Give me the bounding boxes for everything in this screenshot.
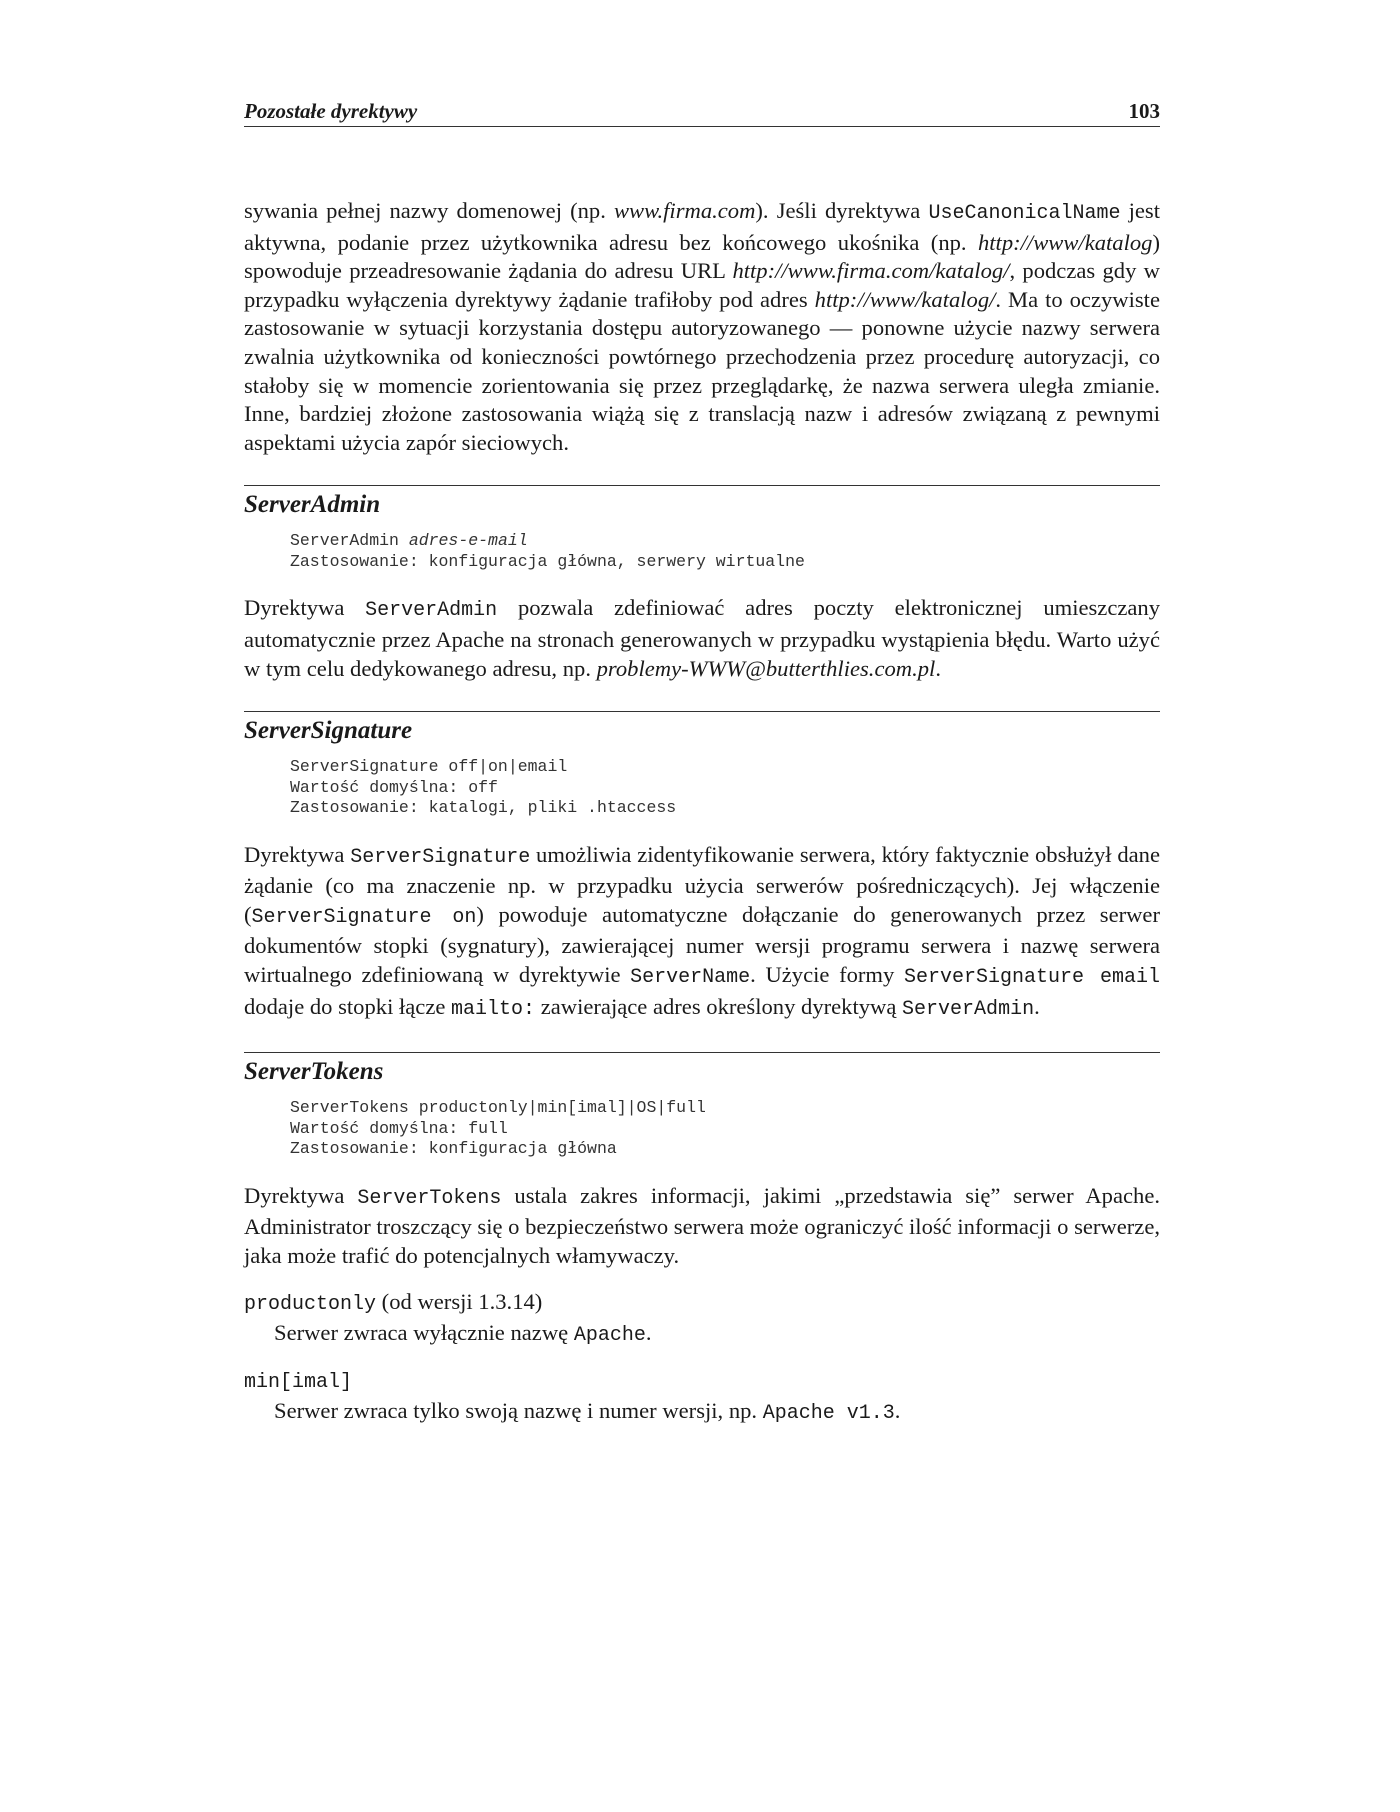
code-inline: Apache v1.3 [762,1402,895,1426]
syntax-block [290,531,1160,572]
code-inline: mailto: [451,997,536,1021]
text-run: ). Jeśli dyrektywa [755,198,929,223]
running-header [244,94,1160,127]
text-run: . [894,1398,901,1424]
definition-description [274,1319,1160,1350]
running-title: Pozostałe dyrektywy [244,99,418,123]
url-text: http://www/katalog/ [814,286,996,312]
text-run: ) spowoduje przeadresowanie żądania do adresu URL [244,229,1160,284]
text-run: . [645,1320,652,1346]
section-serversignature [244,711,1160,1024]
url-text: www.firma.com [613,198,756,223]
text-run: Dyrektywa [244,1182,358,1208]
page-number: 103 [1128,99,1160,123]
text-run: dodaje do stopki łącze [244,993,452,1019]
code-inline: UseCanonicalName [928,202,1121,225]
syntax-line: Zastosowanie: katalogi, pliki .htaccess [290,798,677,818]
syntax-line: ServerSignature off|on|email [290,757,568,777]
section-heading: ServerTokens [244,1058,384,1086]
definition-term [244,1288,1160,1319]
text-run: Serwer zwraca wyłącznie nazwę [274,1320,574,1346]
text-run: . [1034,993,1040,1019]
code-inline: ServerAdmin [365,599,498,623]
section-description [244,841,1160,1025]
syntax-block [290,757,1160,819]
term-note: (od wersji 1.3.14) [376,1289,543,1315]
code-inline: Apache [573,1324,646,1348]
intro-paragraph [244,197,1160,457]
syntax-command: ServerAdmin [290,531,409,551]
text-run: Dyrektywa [244,841,351,867]
section-servertokens [244,1052,1160,1428]
code-inline: ServerSignature on [251,905,477,929]
text-run: Serwer zwraca tylko swoją nazwę i numer wersji, np. [274,1398,763,1424]
syntax-line: ServerTokens productonly|min[imal]|OS|full [290,1098,706,1118]
text-run: Dyrektywa [244,595,366,621]
definition-term [244,1366,1160,1397]
text-run: sywania pełnej nazwy domenowej (np. [244,198,614,223]
code-inline: ServerSignature [350,845,531,869]
term-code: productonly [244,1293,377,1317]
text-run: ) powoduje automatyczne dołączanie do generowanych przez serwer dokumentów stopki (sygnatury), zawierającej numer wersji programu serwera i nazwę serwera wirtualnego zdefiniowaną w dyrektywie [244,901,1160,987]
term-code: min[imal] [244,1371,353,1395]
syntax-line: Wartość domyślna: full [290,1118,508,1138]
text-run: , podczas gdy w przypadku wyłączenia dyrektywy żądanie trafiłoby pod adres [244,258,1160,312]
code-inline: ServerTokens [357,1186,502,1210]
code-inline: ServerSignature email [903,966,1160,989]
syntax-block [290,1098,1160,1160]
text-run: pozwala zdefiniować adres poczty elektronicznej umieszczany automatycznie przez Apache na stronach generowanych w przypadku wystąpienia błędu. Warto użyć w tym celu dedykowanego adresu, np. [244,595,1161,681]
code-inline: ServerName [630,966,751,989]
code-inline: ServerAdmin [902,997,1035,1021]
syntax-line: Wartość domyślna: off [290,777,498,797]
section-heading: ServerSignature [244,717,413,745]
document-page [244,94,1160,1428]
text-run: . [935,655,941,681]
url-text: http://www.firma.com/katalog/ [732,258,1010,284]
text-run: zawierające adres określony dyrektywą [535,993,903,1019]
text-run: . Użycie formy [750,962,904,987]
syntax-usage: Zastosowanie: konfiguracja główna, serwery wirtualne [290,551,805,571]
definition-description [274,1397,1160,1428]
text-run: umożliwia zidentyfikowanie serwera, który faktycznie obsłużył dane żądanie (co ma znaczenie np. w przypadku użycia serwerów pośredniczących). Jej włączenie ( [244,841,1161,927]
section-description [244,594,1160,683]
email-text: problemy-WWW@butterthlies.com.pl [596,655,936,681]
section-description [244,1182,1160,1271]
text-run: ustala zakres informacji, jakimi „przedstawia się” serwer Apache. Administrator troszczący się o bezpieczeństwo serwera może ograniczyć ilość informacji o serwerze, jaka może trafić do potencjalnych włamywaczy. [244,1182,1160,1268]
section-serveradmin [244,485,1160,683]
url-text: http://www/katalog [977,229,1153,255]
text-run: jest aktywna, podanie przez użytkownika adresu bez końcowego ukośnika (np. [244,198,1160,255]
syntax-line: Zastosowanie: konfiguracja główna [290,1139,617,1159]
syntax-argument: adres-e-mail [408,531,528,551]
section-heading: ServerAdmin [244,491,381,519]
text-run: . Ma to oczywiste zastosowanie w sytuacji korzystania dostępu autoryzowanego — ponowne użycie nazwy serwera zwalnia użytkownika od konieczności powtórnego przechodzenia przez procedurę autoryzacji, co stałoby się w momencie zorientowania się przez przeglądarkę, że nazwa serwera uległa zmianie. Inne, bardziej złożone zastosowania wiążą się z translacją nazw i adresów związaną z pewnymi aspektami użycia zapór sieciowych. [244,286,1160,455]
